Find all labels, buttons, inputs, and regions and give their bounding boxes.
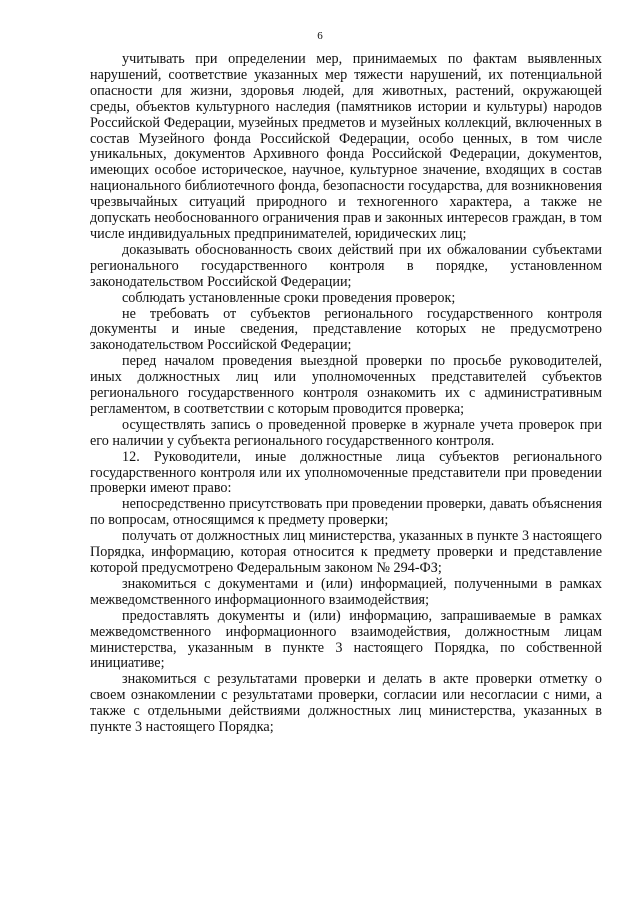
paragraph-review-documents: знакомиться с документами и (или) информацией, полученными в рамках межведомственного информационного взаимодействия; [90, 575, 602, 608]
paragraph-submit-documents: предоставлять документы и (или) информацию, запрашиваемые в рамках межведомственного информационного взаимодействия, должностным лицам министерства, указанным в пункте 3 настоящего Порядка, по собственной инициативе; [90, 607, 602, 672]
paragraph-observe-deadlines: соблюдать установленные сроки проведения проверок; [122, 289, 456, 306]
paragraph-familiarize-regulation: перед началом проведения выездной проверки по просьбе руководителей, иных должностных лиц или уполномоченных представителей субъектов регионального государственного контроля ознакомить их с административным регламентом, в соответствии с которым проводится проверка; [90, 353, 602, 417]
document-body [90, 52, 602, 736]
paragraph-item-12-heading: 12. Руководители, иные должностные лица субъектов регионального государственного контроля или их уполномоченные представители при проведении проверки имеют право: [90, 448, 602, 497]
paragraph-receive-information: получать от должностных лиц министерства, указанных в пункте 3 настоящего Порядка, информацию, которая относится к предмету проверки и представление которой предусмотрено Федеральным законом № 294-ФЗ; [90, 528, 602, 576]
page-number: 6 [317, 30, 323, 42]
paragraph-journal-record: осуществлять запись о проведенной проверке в журнале учета проверок при его наличии у субъекта регионального государственного контроля. [90, 416, 602, 449]
paragraph-no-extra-documents: не требовать от субъектов регионального государственного контроля документы и иные сведения, представление которых не предусмотрено законодательством Российской Федерации; [90, 305, 602, 354]
paragraph-prove-validity: доказывать обоснованность своих действий при их обжаловании субъектами регионального государственного контроля в порядке, установленном законодательством Российской Федерации; [90, 241, 602, 290]
paragraph-review-results: знакомиться с результатами проверки и делать в акте проверки отметку о своем ознакомлении с результатами проверки, согласии или несогласии с ними, а также с отдельными действиями должностных лиц министерства, указанных в пункте 3 настоящего Порядка; [90, 671, 602, 736]
paragraph-consider-measures: учитывать при определении мер, принимаемых по фактам выявленных нарушений, соответствие указанных мер тяжести нарушений, их потенциальной опасности для жизни, здоровья людей, для животных, растений, окружающей среды, объектов культурного наследия (памятников истории и культуры) народов Российской Федерации, музейных предметов и музейных коллекций, включенных в состав Музейного фонда Российской Федерации, особо ценных, в том числе уникальных, документов Архивного фонда Российской Федерации, документов, имеющих особое историческое, научное, культурное значение, входящих в состав национального библиотечного фонда, безопасности государства, для возникновения чрезвычайных ситуаций природного и техногенного характера, а также не допускать необоснованного ограничения прав и законных интересов граждан, в том числе индивидуальных предпринимателей, юридических лиц; [90, 51, 602, 242]
paragraph-attend-inspection: непосредственно присутствовать при проведении проверки, давать объяснения по вопросам, относящимся к предмету проверки; [90, 496, 602, 529]
